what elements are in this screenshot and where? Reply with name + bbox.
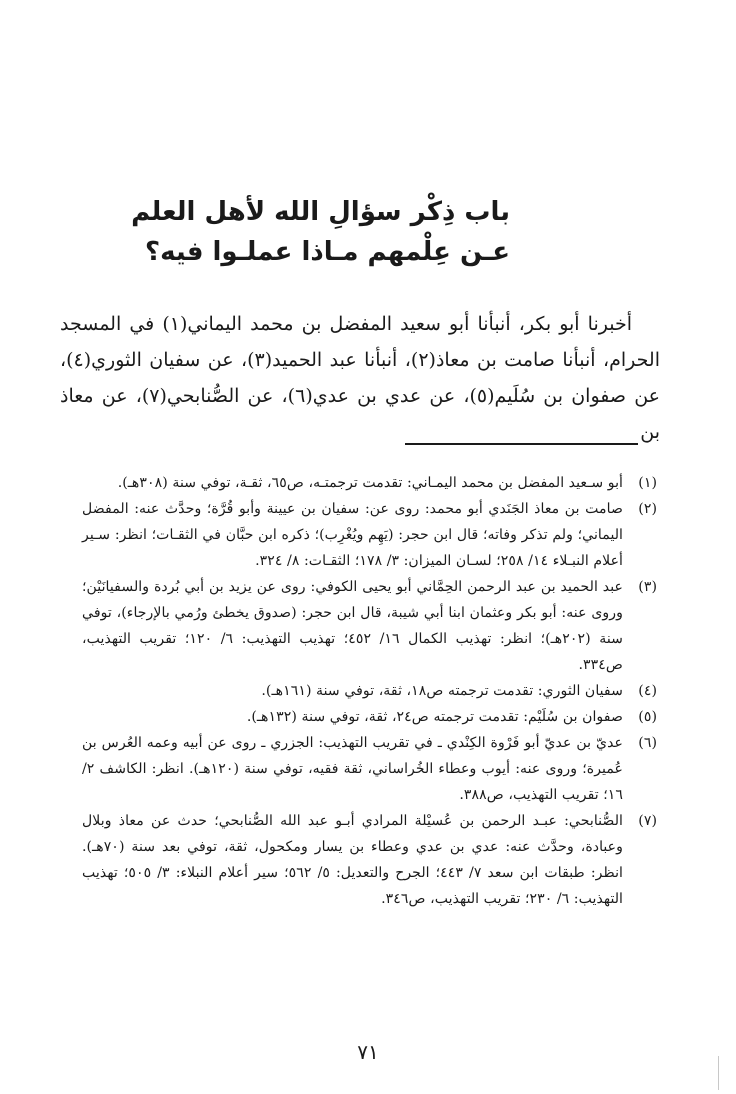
footnote-number: (١) xyxy=(638,475,657,491)
footnote-6 xyxy=(82,730,657,808)
footnote-4 xyxy=(82,678,657,704)
main-text xyxy=(60,306,660,450)
chapter-heading-line-1: باب ذِكْر سؤالِ الله لأهل العلم xyxy=(131,197,510,227)
page-edge-mark xyxy=(718,1056,719,1090)
footnote-number: (٤) xyxy=(638,683,657,699)
footnote-text: عبد الحميد بن عبد الرحمن الحِمَّاني أبو يحيى الكوفي: روى عن يزيد بن أبي بُردة والسفيانَيْن؛ وروى عنه: أبو بكر وعثمان ابنا أبي شيبة، قال ابن حجر: (صدوق يخطئ ورُمي بالإرجاء)، توفي سنة (٢٠٢هـ)؛ انظر: تهذيب الكمال ١٦/ ٤٥٢؛ تهذيب التهذيب: ٦/ ١٢٠؛ تقريب التهذيب، ص٣٣٤. xyxy=(82,579,623,673)
footnote-text: سفيان الثوري: تقدمت ترجمته ص١٨، ثقة، توفي سنة (١٦١هـ). xyxy=(261,683,623,699)
footnote-number: (٢) xyxy=(638,501,657,517)
footnote-7 xyxy=(82,808,657,912)
footnote-separator xyxy=(405,443,638,445)
footnote-number: (٣) xyxy=(638,579,657,595)
footnote-text: عديّ بن عديّ أبو فَرْوة الكِنْدي ـ في تقريب التهذيب: الجزري ـ روى عن أبيه وعمه العُرس بن عُميرة؛ وروى عنه: أيوب وعطاء الخُراساني، ثقة فقيه، توفي سنة (١٢٠هـ). انظر: الكاشف ٢/ ١٦؛ تقريب التهذيب، ص٣٨٨. xyxy=(82,735,623,803)
footnote-text: أبو سـعيد المفضل بن محمد اليمـاني: تقدمت ترجمتـه، ص٦٥، ثقـة، توفي سنة (٣٠٨هـ). xyxy=(117,475,623,491)
footnote-text: صامت بن معاذ الجَنَدي أبو محمد: روى عن: سفيان بن عيينة وأبو قُرَّة؛ وحدَّث عنه: المفضل اليماني؛ ولم تذكر وفاته؛ قال ابن حجر: (يَهِم ويُغْرِب)؛ ذكره ابن حبَّان في الثقـات؛ انظر: سـير أعلام النبـلاء ١٤/ ٢٥٨؛ لسـان الميزان: ٣/ ١٧٨؛ الثقـات: ٨/ ٣٢٤. xyxy=(82,501,623,569)
footnote-1 xyxy=(82,470,657,496)
footnote-text: الصُّنابحي: عبـد الرحمن بن عُسيْلة المرادي أبـو عبد الله الصُّنابحي؛ حدث عن معاذ وبلال وعبادة، وحدَّث عنه: عدي بن عدي وعطاء بن يسار ومكحول، ثقة، توفي بعد سنة (٧٠هـ). انظر: طبقات ابن سعد ٧/ ٤٤٣؛ الجرح والتعديل: ٥/ ٥٦٢؛ سير أعلام النبلاء: ٣/ ٥٠٥؛ تهذيب التهذيب: ٦/ ٢٣٠؛ تقريب التهذيب، ص٣٤٦. xyxy=(82,813,623,907)
footnote-3 xyxy=(82,574,657,678)
footnote-5 xyxy=(82,704,657,730)
footnote-2 xyxy=(82,496,657,574)
footnote-number: (٦) xyxy=(638,735,657,751)
footnotes-section xyxy=(82,470,657,912)
page-number: ٧١ xyxy=(357,1040,379,1064)
footnote-number: (٥) xyxy=(638,709,657,725)
footnote-text: صفوان بن سُلَيْم: تقدمت ترجمته ص٢٤، ثقة، توفي سنة (١٣٢هـ). xyxy=(246,709,623,725)
chapter-heading-line-2: عـن عِلْمهم مـاذا عملـوا فيه؟ xyxy=(144,237,510,267)
main-paragraph: أخبرنا أبو بكر، أنبأنا أبو سعيد المفضل بن محمد اليماني(١) في المسجد الحرام، أنبأنا صامت بن معاذ(٢)، أنبأنا عبد الحميد(٣)، عن سفيان الثوري(٤)، عن صفوان بن سُلَيم(٥)، عن عدي بن عدي(٦)، عن الصُّنابحي(٧)، عن معاذ بن xyxy=(60,313,661,443)
footnote-number: (٧) xyxy=(638,813,657,829)
chapter-heading xyxy=(80,192,510,272)
